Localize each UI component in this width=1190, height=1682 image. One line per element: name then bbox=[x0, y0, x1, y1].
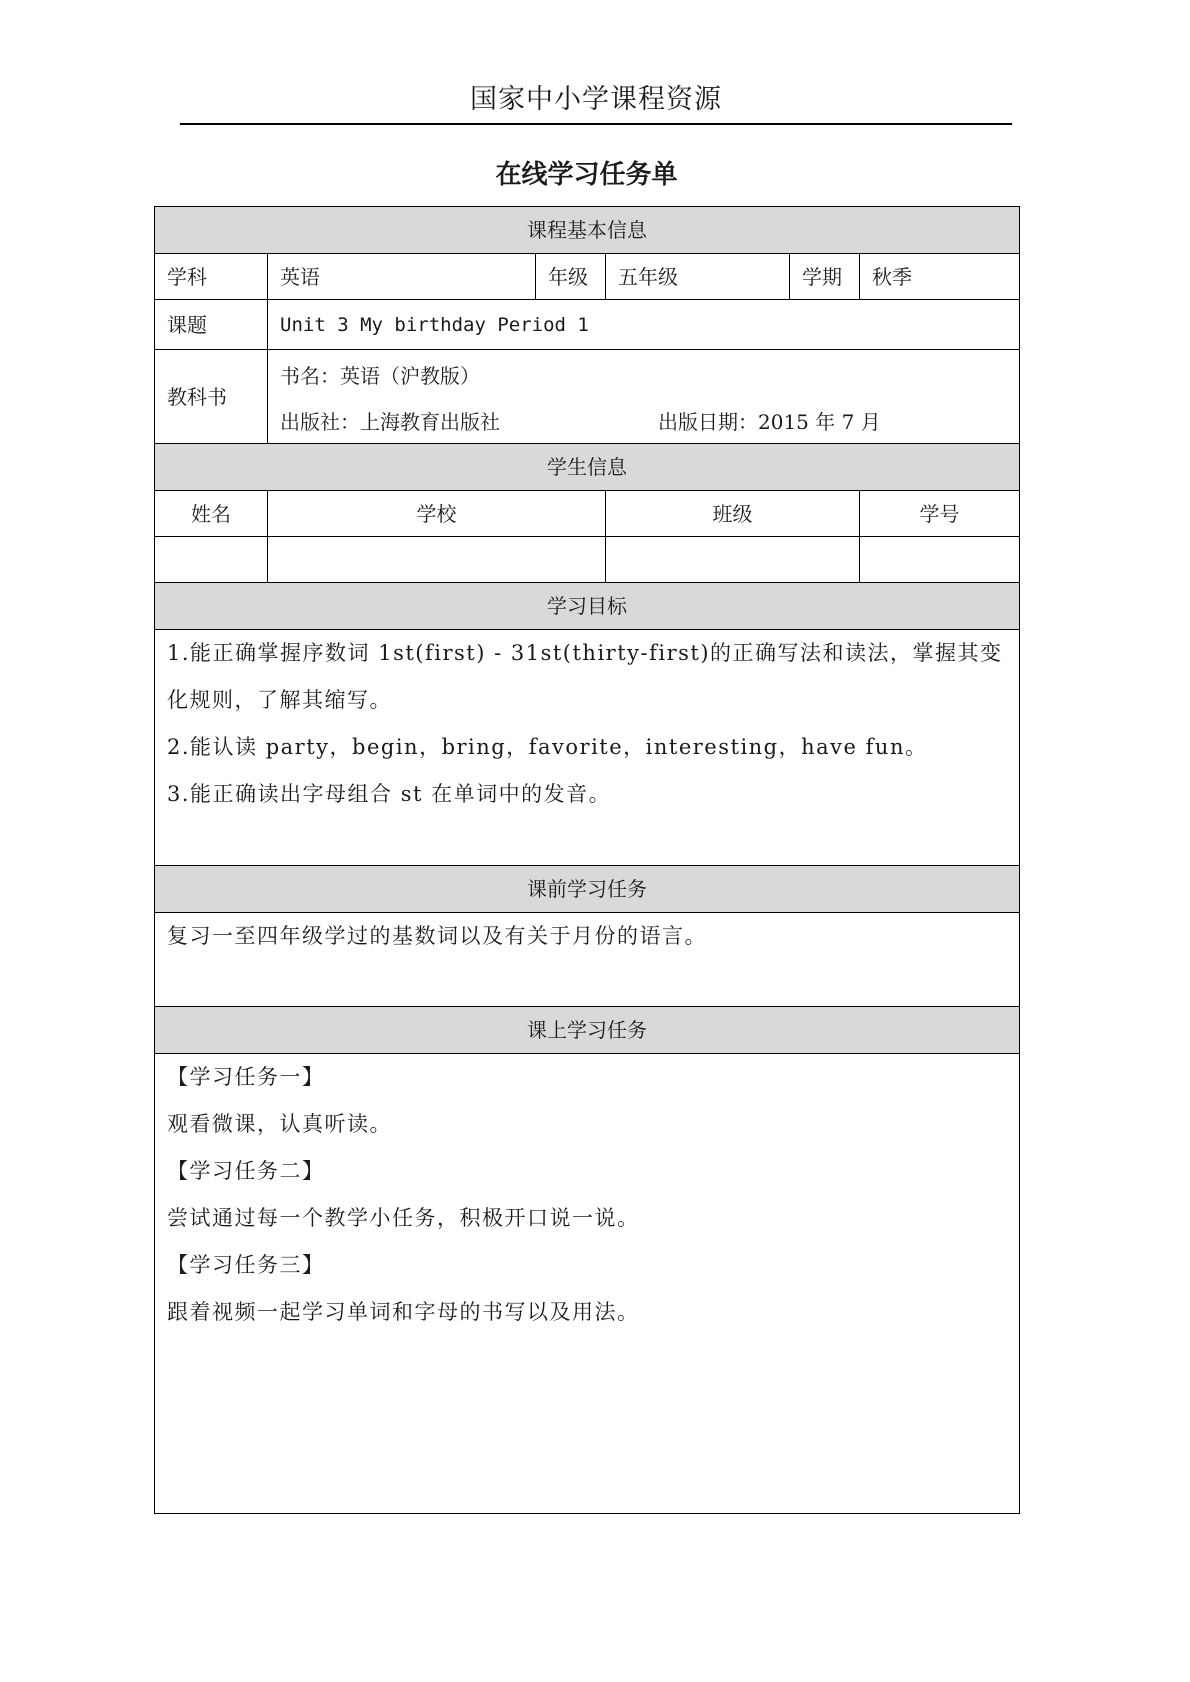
task-text: 观看微课，认真听读。 bbox=[167, 1112, 392, 1136]
textbook-details bbox=[268, 350, 1020, 444]
document-title: 在线学习任务单 bbox=[495, 160, 678, 190]
grade-value: 五年级 bbox=[606, 254, 790, 300]
student-number-field[interactable] bbox=[860, 537, 1020, 583]
site-header-title: 国家中小学课程资源 bbox=[470, 84, 722, 115]
subject-value: 英语 bbox=[268, 254, 536, 300]
section-student-info: 学生信息 bbox=[155, 444, 1020, 491]
book-name: 书名：英语（沪教版） bbox=[280, 363, 480, 388]
section-pre-class: 课前学习任务 bbox=[155, 866, 1020, 913]
task-heading: 【学习任务一】 bbox=[167, 1065, 325, 1089]
pre-class-content bbox=[155, 913, 1020, 1007]
section-in-class: 课上学习任务 bbox=[155, 1007, 1020, 1054]
publisher: 出版社：上海教育出版社 bbox=[280, 409, 500, 434]
topic-label: 课题 bbox=[155, 300, 268, 350]
section-course-info: 课程基本信息 bbox=[155, 207, 1020, 254]
student-number-header: 学号 bbox=[860, 491, 1020, 537]
class-header: 班级 bbox=[606, 491, 860, 537]
section-objectives: 学习目标 bbox=[155, 583, 1020, 630]
in-class-content bbox=[155, 1054, 1020, 1514]
header-divider bbox=[180, 123, 1012, 125]
school-header: 学校 bbox=[268, 491, 606, 537]
task-form-table bbox=[154, 206, 1020, 1514]
term-value: 秋季 bbox=[860, 254, 1020, 300]
objective-item: 3.能正确读出字母组合 st 在单词中的发音。 bbox=[167, 782, 612, 806]
task-heading: 【学习任务三】 bbox=[167, 1253, 325, 1277]
student-name-header: 姓名 bbox=[155, 491, 268, 537]
school-field[interactable] bbox=[268, 537, 606, 583]
student-name-field[interactable] bbox=[155, 537, 268, 583]
objective-item: 1.能正确掌握序数词 1st(first) - 31st(thirty-first)的正确写法和读法，掌握其变化规则，了解其缩写。 bbox=[167, 641, 1003, 712]
task-heading: 【学习任务二】 bbox=[167, 1159, 325, 1183]
pre-class-text: 复习一至四年级学过的基数词以及有关于月份的语言。 bbox=[167, 924, 707, 948]
objective-item: 2.能认读 party，begin，bring，favorite，interesting，have fun。 bbox=[167, 735, 928, 759]
publish-date: 出版日期：2015 年 7 月 bbox=[658, 409, 881, 434]
grade-label: 年级 bbox=[536, 254, 606, 300]
task-text: 跟着视频一起学习单词和字母的书写以及用法。 bbox=[167, 1300, 640, 1324]
textbook-label: 教科书 bbox=[155, 350, 268, 444]
topic-value: Unit 3 My birthday Period 1 bbox=[268, 300, 1020, 350]
term-label: 学期 bbox=[790, 254, 860, 300]
task-text: 尝试通过每一个教学小任务，积极开口说一说。 bbox=[167, 1206, 640, 1230]
objectives-content bbox=[155, 630, 1020, 866]
class-field[interactable] bbox=[606, 537, 860, 583]
subject-label: 学科 bbox=[155, 254, 268, 300]
